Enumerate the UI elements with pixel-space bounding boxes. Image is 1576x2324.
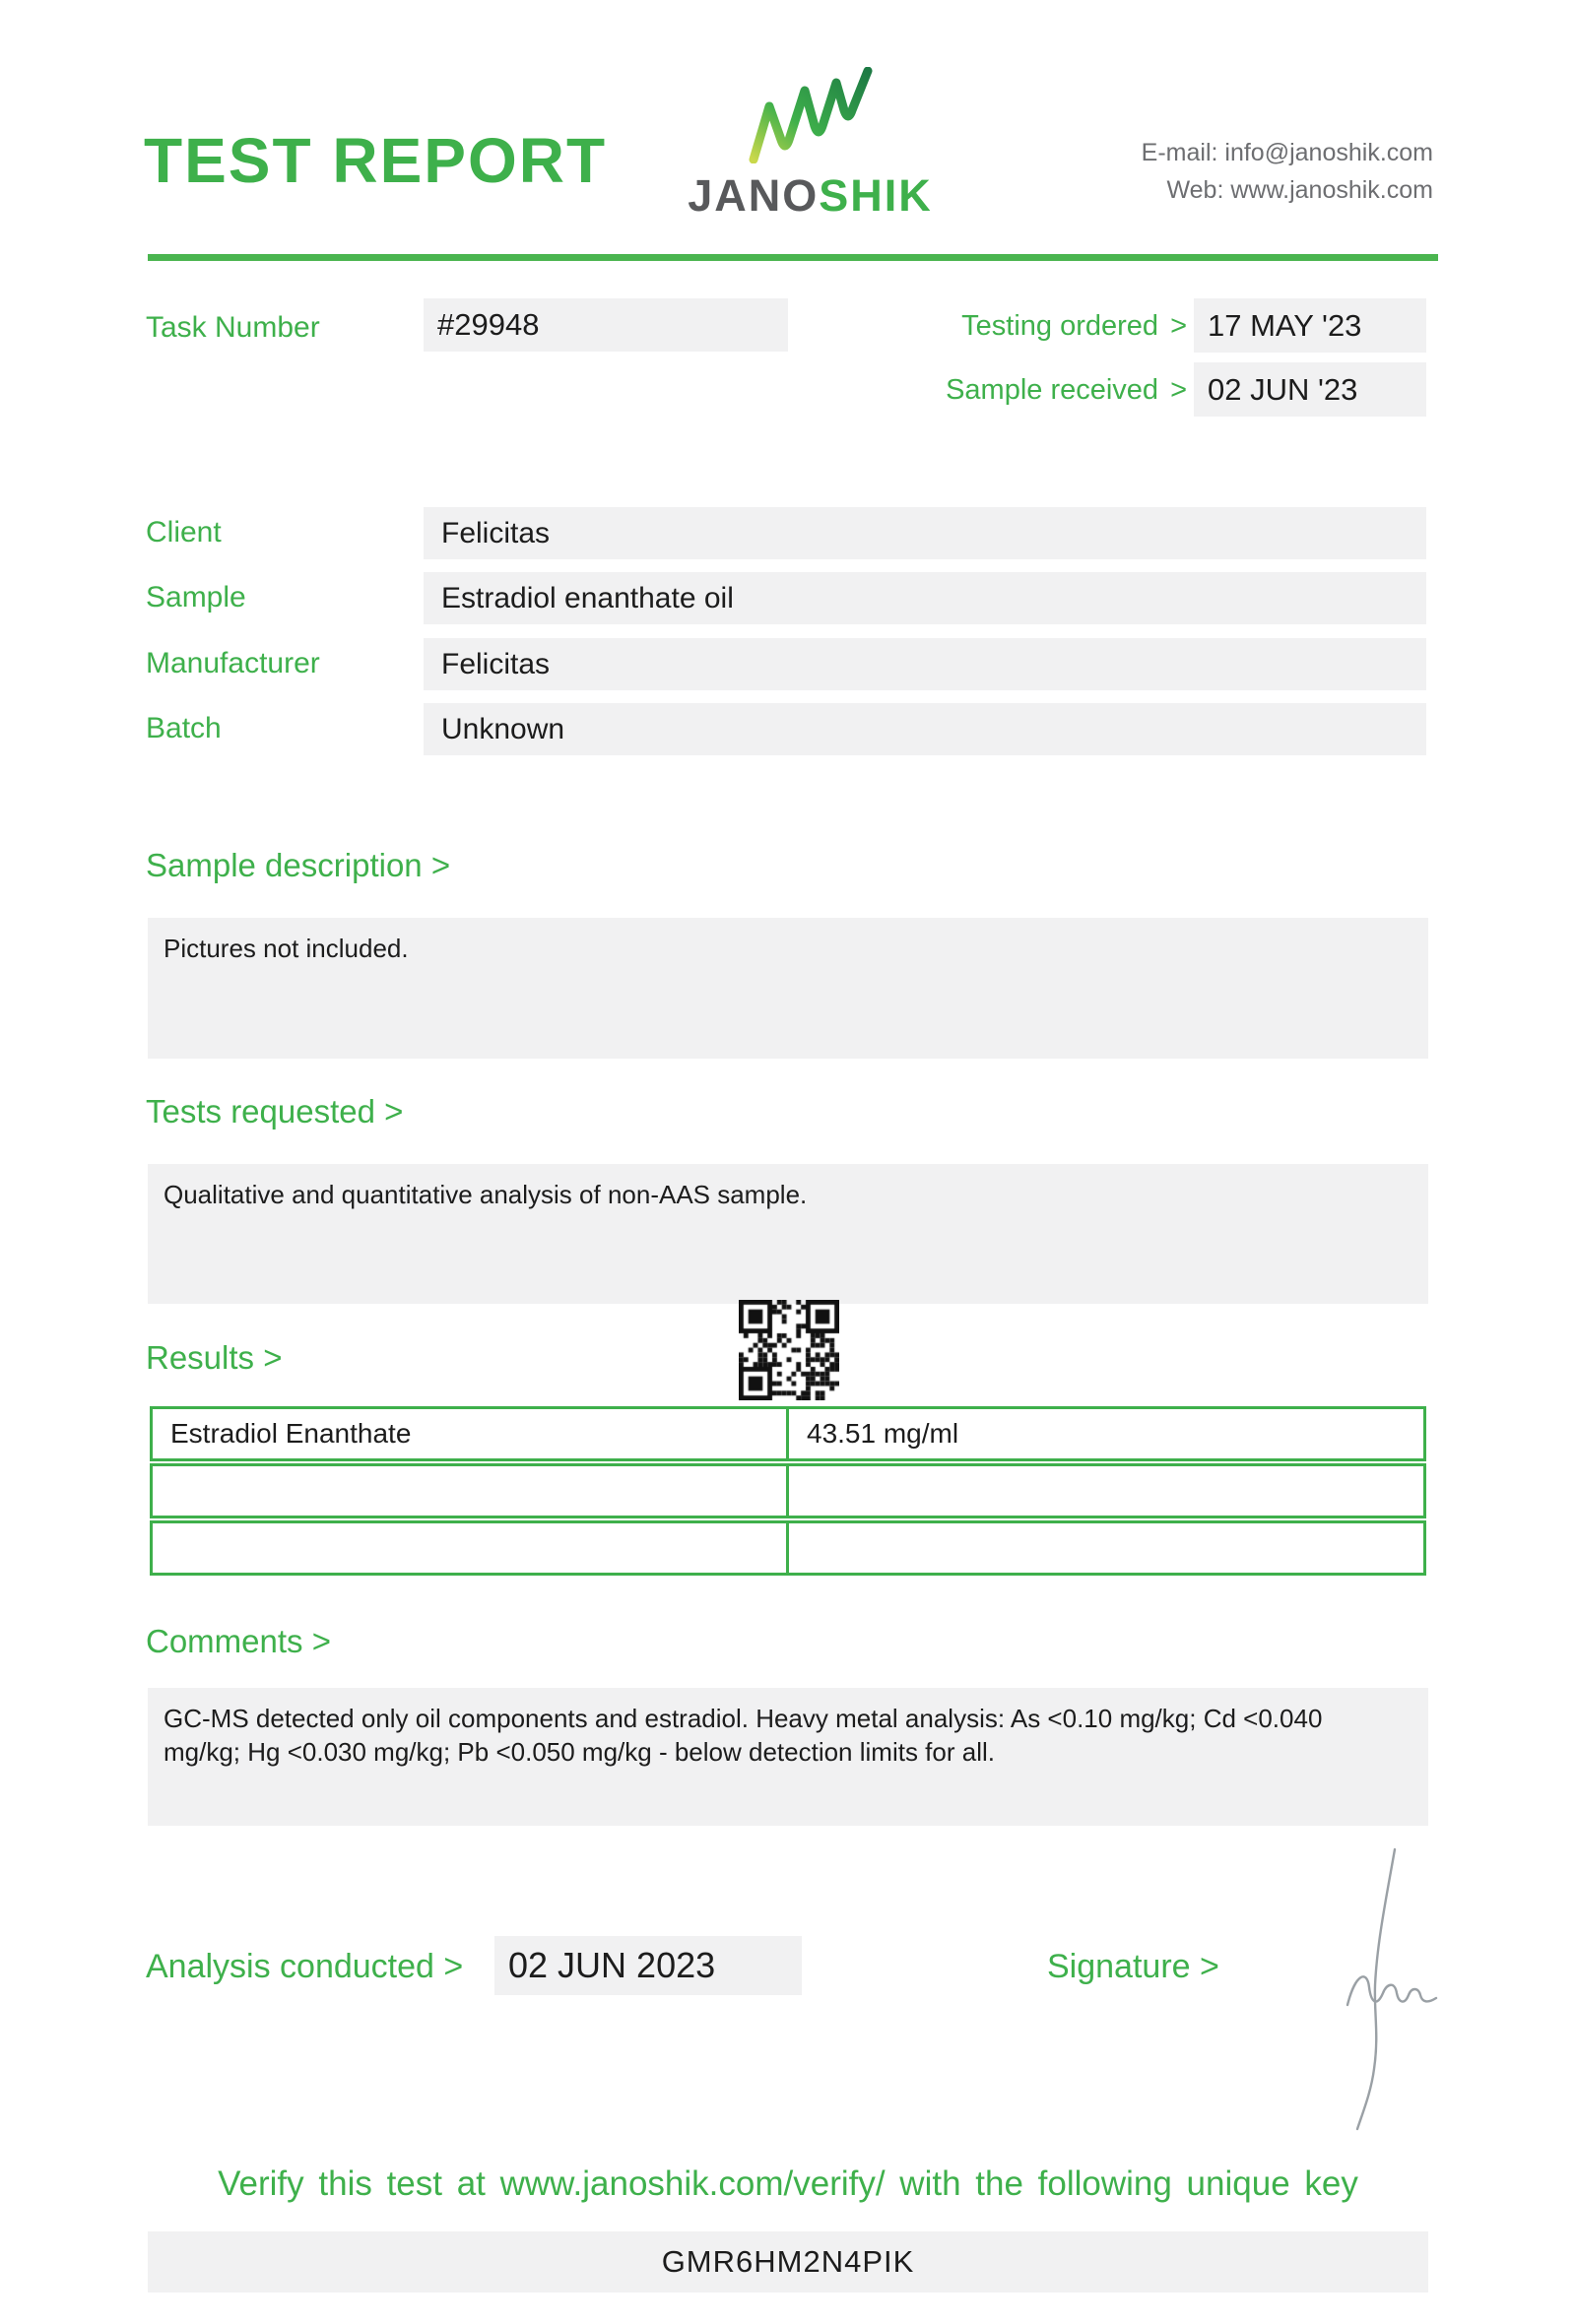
chevron-right-icon: >: [1170, 310, 1187, 342]
tests-requested-box: [148, 1164, 1428, 1304]
manufacturer-label: Manufacturer: [146, 647, 320, 679]
testing-ordered-value: 17 MAY '23: [1208, 308, 1362, 343]
comments-heading: Comments >: [146, 1623, 331, 1659]
table-row: [150, 1520, 1426, 1576]
header-divider: [148, 254, 1438, 261]
manufacturer-value: Felicitas: [441, 648, 551, 680]
result-analyte-cell: [153, 1523, 789, 1573]
result-analyte: Estradiol Enanthate: [170, 1418, 412, 1449]
chevron-right-icon: >: [1170, 374, 1187, 406]
sample-label: Sample: [146, 581, 246, 613]
analysis-conducted-field: [494, 1936, 802, 1995]
unique-key-field: [148, 2231, 1428, 2292]
task-number-field: [424, 298, 788, 352]
sample-field: [424, 572, 1426, 624]
sample-value: Estradiol enanthate oil: [441, 582, 734, 614]
analysis-conducted-label: Analysis conducted >: [146, 1948, 464, 1985]
table-row: [150, 1463, 1426, 1518]
client-field: [424, 507, 1426, 559]
email-label: E-mail:: [1141, 139, 1218, 166]
sample-description-text: Pictures not included.: [164, 934, 409, 963]
logo-wordmark: [685, 170, 936, 222]
manufacturer-field: [424, 638, 1426, 690]
sample-description-box: [148, 918, 1428, 1059]
testing-ordered-row: [867, 310, 1187, 343]
result-value: 43.51 mg/ml: [807, 1418, 959, 1449]
unique-key-value: GMR6HM2N4PIK: [661, 2244, 915, 2279]
tests-requested-heading: Tests requested >: [146, 1093, 404, 1130]
result-value-cell: [789, 1466, 1423, 1516]
analysis-conducted-value: 02 JUN 2023: [508, 1945, 716, 1985]
batch-value: Unknown: [441, 713, 565, 745]
task-number-label: Task Number: [146, 311, 320, 344]
brand-logo: [685, 67, 936, 222]
web-value: www.janoshik.com: [1230, 176, 1433, 204]
growth-chart-icon: [746, 151, 876, 167]
client-label: Client: [146, 516, 222, 549]
sample-description-heading: Sample description >: [146, 847, 451, 883]
batch-label: Batch: [146, 712, 222, 744]
signature-label: Signature >: [1047, 1948, 1219, 1985]
batch-field: [424, 703, 1426, 755]
testing-ordered-field: [1194, 298, 1426, 353]
result-value-cell: [789, 1409, 1423, 1458]
contact-web-line: [1142, 171, 1433, 209]
client-value: Felicitas: [441, 517, 551, 549]
results-heading: Results >: [146, 1339, 283, 1376]
sample-received-field: [1194, 362, 1426, 417]
result-value-cell: [789, 1523, 1423, 1573]
verify-instruction: Verify this test at www.janoshik.com/verify/ with the following unique key: [218, 2164, 1358, 2203]
sample-received-value: 02 JUN '23: [1208, 372, 1358, 407]
testing-ordered-label: Testing ordered: [961, 310, 1159, 342]
contact-email-line: [1142, 134, 1433, 171]
table-row: [150, 1406, 1426, 1461]
logo-text-shik: SHIK: [819, 170, 933, 221]
result-analyte-cell: [153, 1409, 789, 1458]
sample-received-label: Sample received: [946, 374, 1159, 406]
email-value: info@janoshik.com: [1224, 139, 1433, 166]
result-analyte-cell: [153, 1466, 789, 1516]
tests-requested-text: Qualitative and quantitative analysis of non-AAS sample.: [164, 1180, 808, 1209]
qr-code: [739, 1300, 839, 1400]
web-label: Web:: [1166, 176, 1224, 204]
page-title: TEST REPORT: [144, 125, 608, 196]
comments-text: GC-MS detected only oil components and estradiol. Heavy metal analysis: As <0.10 mg/kg; Cd <0.040 mg/kg; Hg <0.030 mg/kg; Pb <0.050 mg/kg - below detection limits for all.: [164, 1704, 1323, 1767]
results-table: [150, 1406, 1426, 1578]
contact-block: [1142, 134, 1433, 209]
comments-box: [148, 1688, 1428, 1826]
sample-received-row: [867, 374, 1187, 407]
signature-scribble: [1318, 1847, 1446, 2138]
logo-text-jano: JANO: [688, 170, 820, 221]
task-number-value: #29948: [437, 307, 540, 342]
